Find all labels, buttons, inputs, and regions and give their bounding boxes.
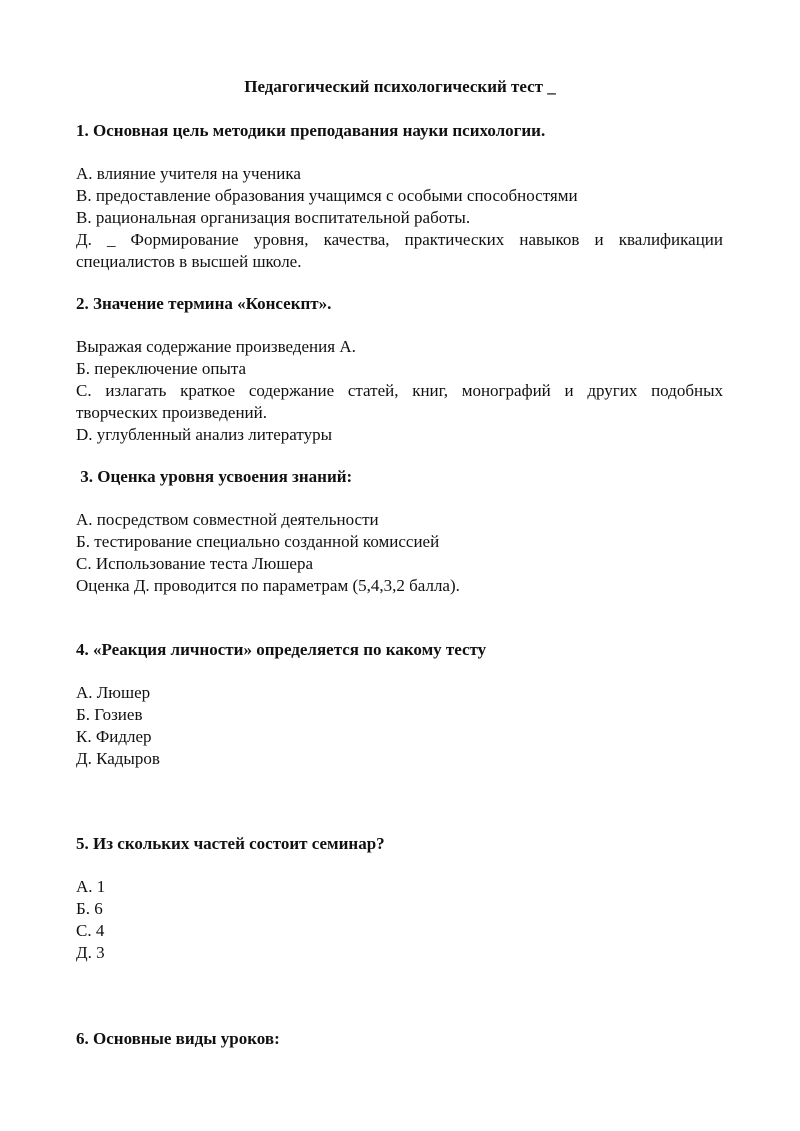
answer-option: А. 1 xyxy=(76,877,106,896)
answer-option: C. излагать краткое содержание статей, книг, монографий и других подобных творческих произведений. xyxy=(76,381,723,422)
document-title: Педагогический психологический тест _ xyxy=(244,77,556,96)
question-4-text: 4. «Реакция личности» определяется по какому тесту xyxy=(76,640,487,659)
answer-option: C. Использование теста Люшера xyxy=(76,554,314,573)
question-2 xyxy=(76,293,723,315)
answer-option: D. углубленный анализ литературы xyxy=(76,425,333,444)
question-1-options xyxy=(76,163,723,273)
answer-option: А. влияние учителя на ученика xyxy=(76,164,301,183)
answer-option: С. 4 xyxy=(76,921,105,940)
question-3 xyxy=(76,466,723,488)
question-3-text: 3. Оценка уровня усвоения знаний: xyxy=(76,467,353,486)
answer-option: А. посредством совместной деятельности xyxy=(76,510,379,529)
question-1 xyxy=(76,120,723,142)
answer-option: Д. 3 xyxy=(76,943,105,962)
answer-option: В. предоставление образования учащимся с особыми способностями xyxy=(76,186,578,205)
answer-option: Выражая содержание произведения А. xyxy=(76,337,356,356)
answer-option: Б. Гозиев xyxy=(76,705,143,724)
question-5 xyxy=(76,833,723,855)
answer-option: Д. _ Формирование уровня, качества, практических навыков и квалификации специалистов в высшей школе. xyxy=(76,230,723,271)
answer-option: Б. тестирование специально созданной комиссией xyxy=(76,532,440,551)
answer-option: К. Фидлер xyxy=(76,727,152,746)
question-4 xyxy=(76,639,723,661)
question-1-text: 1. Основная цель методики преподавания науки психологии. xyxy=(76,121,546,140)
question-2-options xyxy=(76,336,723,446)
question-5-options xyxy=(76,876,723,964)
answer-option: Оценка Д. проводится по параметрам (5,4,3,2 балла). xyxy=(76,576,460,595)
question-2-text: 2. Значение термина «Консекпт». xyxy=(76,294,332,313)
question-4-options xyxy=(76,682,723,770)
question-5-text: 5. Из скольких частей состоит семинар? xyxy=(76,834,385,853)
question-6-text: 6. Основные виды уроков: xyxy=(76,1029,280,1048)
answer-option: Д. Кадыров xyxy=(76,749,160,768)
question-3-options xyxy=(76,509,723,597)
answer-option: В. рациональная организация воспитательной работы. xyxy=(76,208,471,227)
question-6 xyxy=(76,1028,723,1050)
answer-option: Б. 6 xyxy=(76,899,103,918)
answer-option: А. Люшер xyxy=(76,683,151,702)
answer-option: Б. переключение опыта xyxy=(76,359,247,378)
